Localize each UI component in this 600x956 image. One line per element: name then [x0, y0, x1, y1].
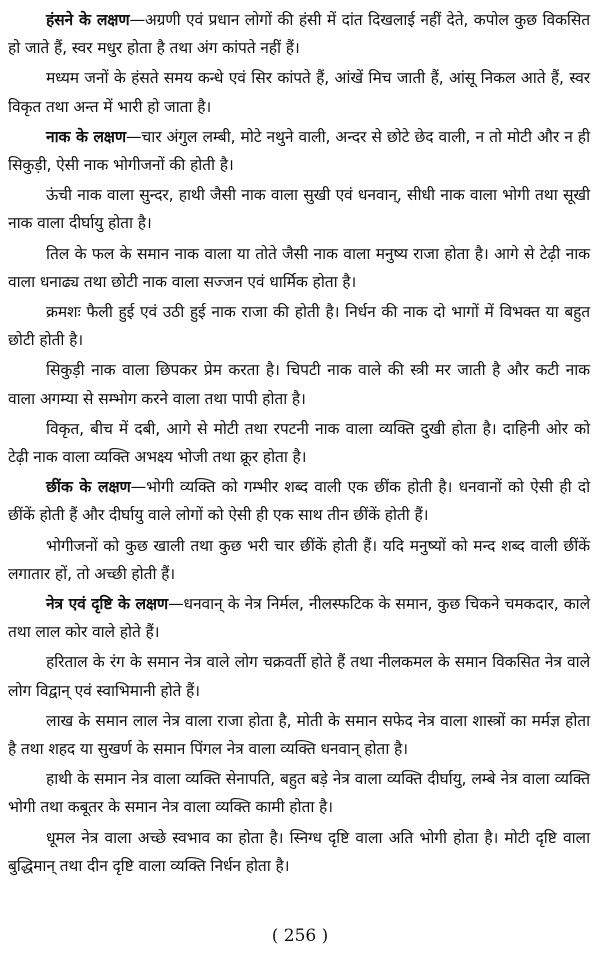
paragraph-text: हाथी के समान नेत्र वाला व्यक्ति सेनापति, बहुत बड़े नेत्र वाला व्यक्ति दीर्घायु, लम्बे नेत्र वाला व्यक्ति भोगी तथा कबूतर के समान नेत्र वाला व्यक्ति कामी होता है।	[8, 770, 590, 817]
paragraph-text: धूमल नेत्र वाला अच्छे स्वभाव का होता है। स्निग्ध दृष्टि वाला अति भोगी होता है। मोटी दृष्टि वाला बुद्धिमान् तथा दीन दृष्टि वाला व्यक्ति निर्धन होता है।	[8, 828, 590, 875]
paragraph-sneeze-signs	[8, 473, 590, 529]
paragraph-laughter-signs	[8, 6, 590, 62]
paragraph-text: मध्यम जनों के हंसते समय कन्धे एवं सिर कांपते हैं, आंखें मिच जाती हैं, आंसू निकल आते हैं, स्वर विकृत तथा अन्त में भारी हो जाता है।	[8, 69, 590, 116]
section-heading: नाक के लक्षण	[46, 127, 126, 146]
paragraph-text: विकृत, बीच में दबी, आगे से मोटी तथा रपटनी नाक वाला व्यक्ति दुखी होता है। दाहिनी ओर को टेढ़ी नाक वाला व्यक्ति अभक्ष्य भोजी तथा क्रूर होता है।	[8, 419, 590, 467]
paragraph-nose-signs	[8, 123, 590, 179]
paragraph	[8, 298, 590, 354]
page-number: ( 256 )	[271, 926, 329, 946]
paragraph	[8, 240, 590, 296]
paragraph-eye-signs	[8, 590, 590, 646]
paragraph-text: क्रमशः फैली हुई एवं उठी हुई नाक राजा की होती है। निर्धन की नाक दो भागों में विभक्त या बहुत छोटी होती है।	[8, 303, 590, 350]
paragraph-text: हरिताल के रंग के समान नेत्र वाले लोग चक्रवर्ती होते हैं तथा नीलकमल के समान विकसित नेत्र वाले लोग विद्वान् एवं स्वाभिमानी होते हैं।	[8, 653, 590, 700]
paragraph	[8, 181, 590, 237]
paragraph-text: —भोगी व्यक्ति को गम्भीर शब्द वाली एक छींक होती है। धनवानों को ऐसी ही दो छींकें होती हैं और दीर्घायु वाले लोगों को ऐसी ही एक साथ तीन छींकें होती हैं।	[8, 478, 590, 525]
paragraph	[8, 356, 590, 412]
paragraph	[8, 707, 590, 763]
paragraph-text: —धनवान् के नेत्र निर्मल, नीलस्फटिक के समान, कुछ चिकने चमकदार, काले तथा लाल कोर वाले होते हैं।	[8, 595, 590, 642]
section-heading: नेत्र एवं दृष्टि के लक्षण	[46, 595, 169, 614]
paragraph	[8, 824, 590, 880]
section-heading: हंसने के लक्षण	[46, 11, 130, 29]
section-heading: छींक के लक्षण	[46, 478, 131, 497]
paragraph-text: भोगीजनों को कुछ खाली तथा कुछ भरी चार छींकें होती हैं। यदि मनुष्यों को मन्द शब्द वाली छींकें लगातार हों, तो अच्छी होती हैं।	[8, 536, 590, 583]
paragraph	[8, 648, 590, 704]
paragraph	[8, 64, 590, 120]
paragraph-text: लाख के समान लाल नेत्र वाला राजा होता है, मोती के समान सफेद नेत्र वाला शास्त्रों का मर्मज्ञ होता है तथा शहद या सुखर्ण के समान पिंगल नेत्र वाला व्यक्ति धनवान् होता है।	[8, 711, 590, 759]
paragraph-text: तिल के फल के समान नाक वाला या तोते जैसी नाक वाला मनुष्य राजा होता है। आगे से टेढ़ी नाक वाला धनाढ्य तथा छोटी नाक वाला सज्जन एवं धार्मिक होता है।	[8, 244, 590, 291]
paragraph	[8, 765, 590, 821]
paragraph-text: सिकुड़ी नाक वाला छिपकर प्रेम करता है। चिपटी नाक वाले की स्त्री मर जाती है और कटी नाक वाला अगम्या से सम्भोग करने वाला तथा पापी होता है।	[8, 361, 590, 408]
paragraph-text: —अग्रणी एवं प्रधान लोगों की हंसी में दांत दिखलाई नहीं देते, कपोल कुछ विकसित हो जाते हैं, स्वर मधुर होता है तथा अंग कांपते नहीं हैं।	[8, 11, 590, 58]
paragraph	[8, 532, 590, 588]
paragraph	[8, 415, 590, 471]
paragraph-text: ऊंची नाक वाला सुन्दर, हाथी जैसी नाक वाला सुखी एवं धनवान्, सीधी नाक वाला भोगी तथा सूखी नाक वाला दीर्घायु होता है।	[8, 186, 590, 233]
paragraph-text: —चार अंगुल लम्बी, मोटे नथुने वाली, अन्दर से छोटे छेद वाली, न तो मोटी और न ही सिकुड़ी, ऐसी नाक भोगीजनों की होती है।	[8, 127, 590, 175]
